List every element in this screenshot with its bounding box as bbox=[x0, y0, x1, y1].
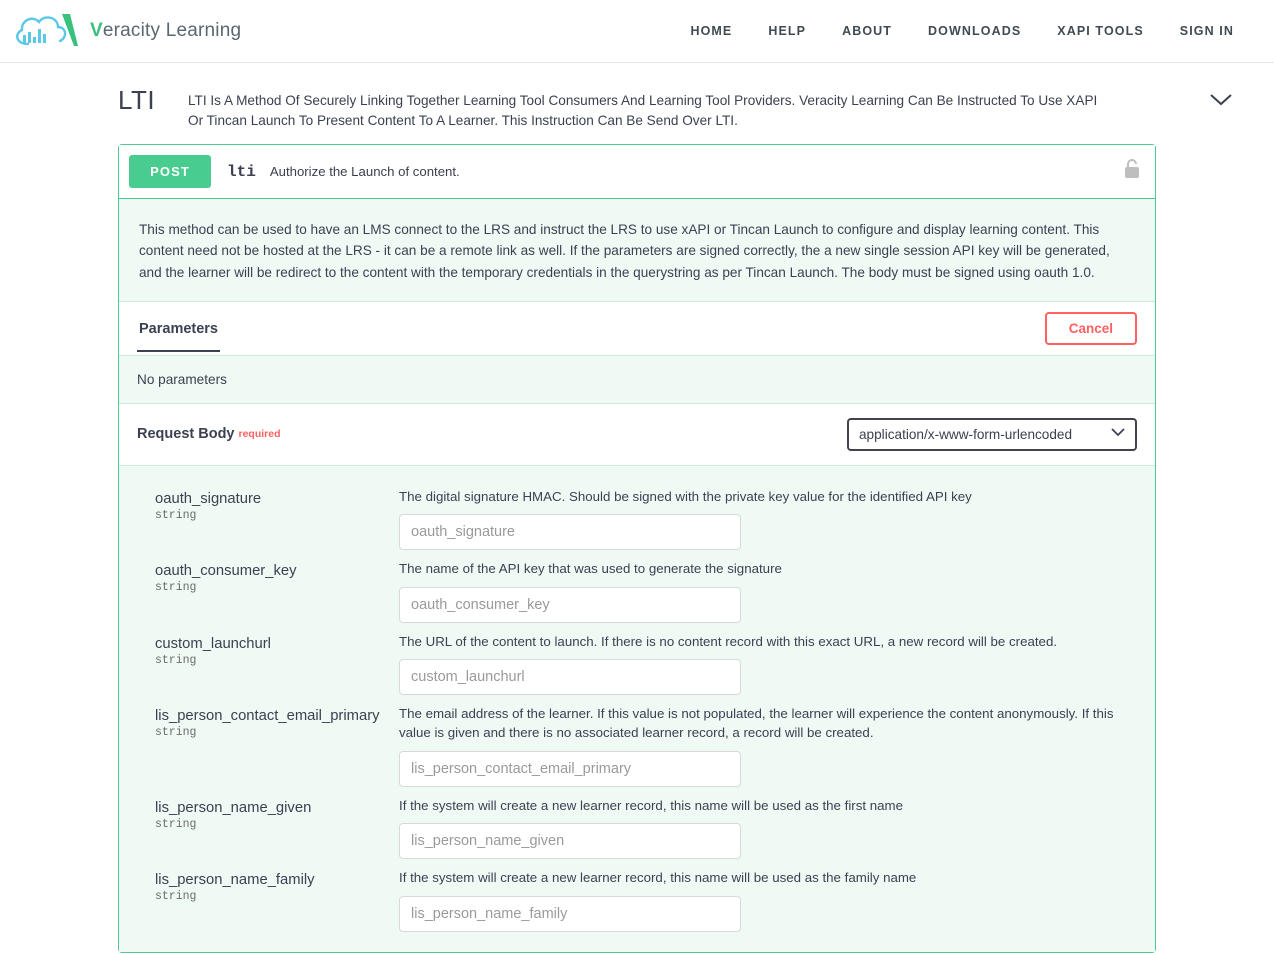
brand-initial: V bbox=[90, 20, 103, 41]
field-name-col bbox=[137, 488, 399, 522]
parameters-header bbox=[119, 302, 1155, 356]
field-name-col bbox=[137, 705, 399, 739]
field-value-col bbox=[399, 633, 1137, 696]
request-body-label: Request Body bbox=[137, 426, 235, 443]
content-type-select[interactable] bbox=[847, 418, 1137, 451]
field-row-oauth-signature bbox=[137, 488, 1137, 551]
oauth-signature-input[interactable] bbox=[399, 514, 741, 550]
nav-item-help[interactable]: HELP bbox=[768, 24, 807, 38]
main-nav bbox=[690, 24, 1234, 38]
field-description: The digital signature HMAC. Should be signed with the private key value for the identified API key bbox=[399, 488, 972, 504]
field-type: string bbox=[155, 726, 197, 740]
operation-path: lti bbox=[227, 162, 256, 181]
field-value-col bbox=[399, 705, 1137, 786]
tab-parameters[interactable]: Parameters bbox=[137, 305, 220, 352]
field-row-lis-person-name-given bbox=[137, 797, 1137, 860]
nav-item-downloads[interactable]: DOWNLOADS bbox=[928, 24, 1022, 38]
lis-person-name-given-input[interactable] bbox=[399, 823, 741, 859]
lis-person-contact-email-primary-input[interactable] bbox=[399, 751, 741, 787]
brand-name bbox=[90, 20, 241, 42]
brand-logo-link[interactable] bbox=[10, 8, 241, 54]
request-body-row bbox=[119, 404, 1155, 466]
field-name-col bbox=[137, 560, 399, 594]
chevron-down-icon[interactable] bbox=[1208, 85, 1234, 112]
http-method-badge: POST bbox=[129, 155, 211, 188]
field-label: lis_person_contact_email_primary bbox=[155, 708, 380, 725]
field-label: oauth_consumer_key bbox=[155, 563, 297, 580]
field-label: custom_launchurl bbox=[155, 635, 271, 652]
oauth-consumer-key-input[interactable] bbox=[399, 587, 741, 623]
field-type: string bbox=[155, 508, 197, 522]
section-title: LTI bbox=[118, 85, 156, 115]
top-navigation-bar bbox=[0, 0, 1274, 63]
section-description: LTI Is A Method Of Securely Linking Together Learning Tool Consumers And Learning Tool Providers. Veracity Learning Can Be Instructed To Use XAPI Or Tincan Launch To Present Content To A Learner. This Instruction Can Be Send Over LTI. bbox=[188, 93, 1098, 128]
field-row-custom-launchurl bbox=[137, 633, 1137, 696]
lti-section-header[interactable] bbox=[0, 63, 1274, 144]
nav-item-xapi-tools[interactable]: XAPI TOOLS bbox=[1057, 24, 1144, 38]
custom-launchurl-input[interactable] bbox=[399, 659, 741, 695]
field-type: string bbox=[155, 581, 197, 595]
nav-item-sign-in[interactable]: SIGN IN bbox=[1179, 24, 1234, 38]
field-label: lis_person_name_family bbox=[155, 872, 315, 889]
page-content bbox=[0, 63, 1274, 904]
field-description: If the system will create a new learner record, this name will be used as the first name bbox=[399, 797, 904, 813]
content-type-select-wrapper[interactable] bbox=[847, 418, 1137, 451]
no-parameters-message: No parameters bbox=[119, 356, 1155, 404]
lis-person-name-family-input[interactable] bbox=[399, 896, 741, 932]
field-name-col bbox=[137, 869, 399, 903]
cloud-chart-logo-icon bbox=[10, 8, 92, 54]
brand-name-text: eracity Learning bbox=[102, 20, 242, 41]
operation-summary[interactable] bbox=[119, 145, 1155, 199]
nav-item-home[interactable]: HOME bbox=[690, 24, 733, 38]
operation-block-post-lti bbox=[118, 144, 1156, 952]
field-description: The email address of the learner. If this value is not populated, the learner will experience the content anonymously. If this value is given and there is no associated learner record, a record will be created. bbox=[399, 706, 1114, 741]
field-label: oauth_signature bbox=[155, 490, 262, 507]
field-row-oauth-consumer-key bbox=[137, 560, 1137, 623]
field-value-col bbox=[399, 797, 1137, 860]
field-description: The URL of the content to launch. If there is no content record with this exact URL, a new record will be created. bbox=[399, 633, 1058, 649]
field-row-lis-person-contact-email-primary bbox=[137, 705, 1137, 786]
nav-item-about[interactable]: ABOUT bbox=[842, 24, 893, 38]
field-type: string bbox=[155, 653, 197, 667]
cancel-button[interactable]: Cancel bbox=[1045, 312, 1137, 345]
field-type: string bbox=[155, 890, 197, 904]
field-name-col bbox=[137, 797, 399, 831]
request-body-fields bbox=[119, 466, 1155, 952]
field-type: string bbox=[155, 817, 197, 831]
field-value-col bbox=[399, 560, 1137, 623]
field-row-lis-person-name-family bbox=[137, 869, 1137, 932]
field-name-col bbox=[137, 633, 399, 667]
operation-summary-text: Authorize the Launch of content. bbox=[269, 164, 460, 180]
field-label: lis_person_name_given bbox=[155, 799, 312, 816]
field-description: The name of the API key that was used to generate the signature bbox=[399, 561, 782, 577]
field-value-col bbox=[399, 488, 1137, 551]
operation-description: This method can be used to have an LMS connect to the LRS and instruct the LRS to use xAPI or Tincan Launch to configure and display learning content. This content need not be hosted at the LRS - it can be a remote link as well. If the parameters are signed correctly, the a new single session API key will be generated, and the learner will be redirect to the content with the temporary credentials in the querystring as per Tincan Launch. The body must be signed using oauth 1.0. bbox=[119, 199, 1155, 301]
field-description: If the system will create a new learner record, this name will be used as the family name bbox=[399, 870, 917, 886]
field-value-col bbox=[399, 869, 1137, 932]
unlocked-padlock-icon[interactable] bbox=[1123, 158, 1141, 185]
required-badge: required bbox=[238, 428, 281, 441]
